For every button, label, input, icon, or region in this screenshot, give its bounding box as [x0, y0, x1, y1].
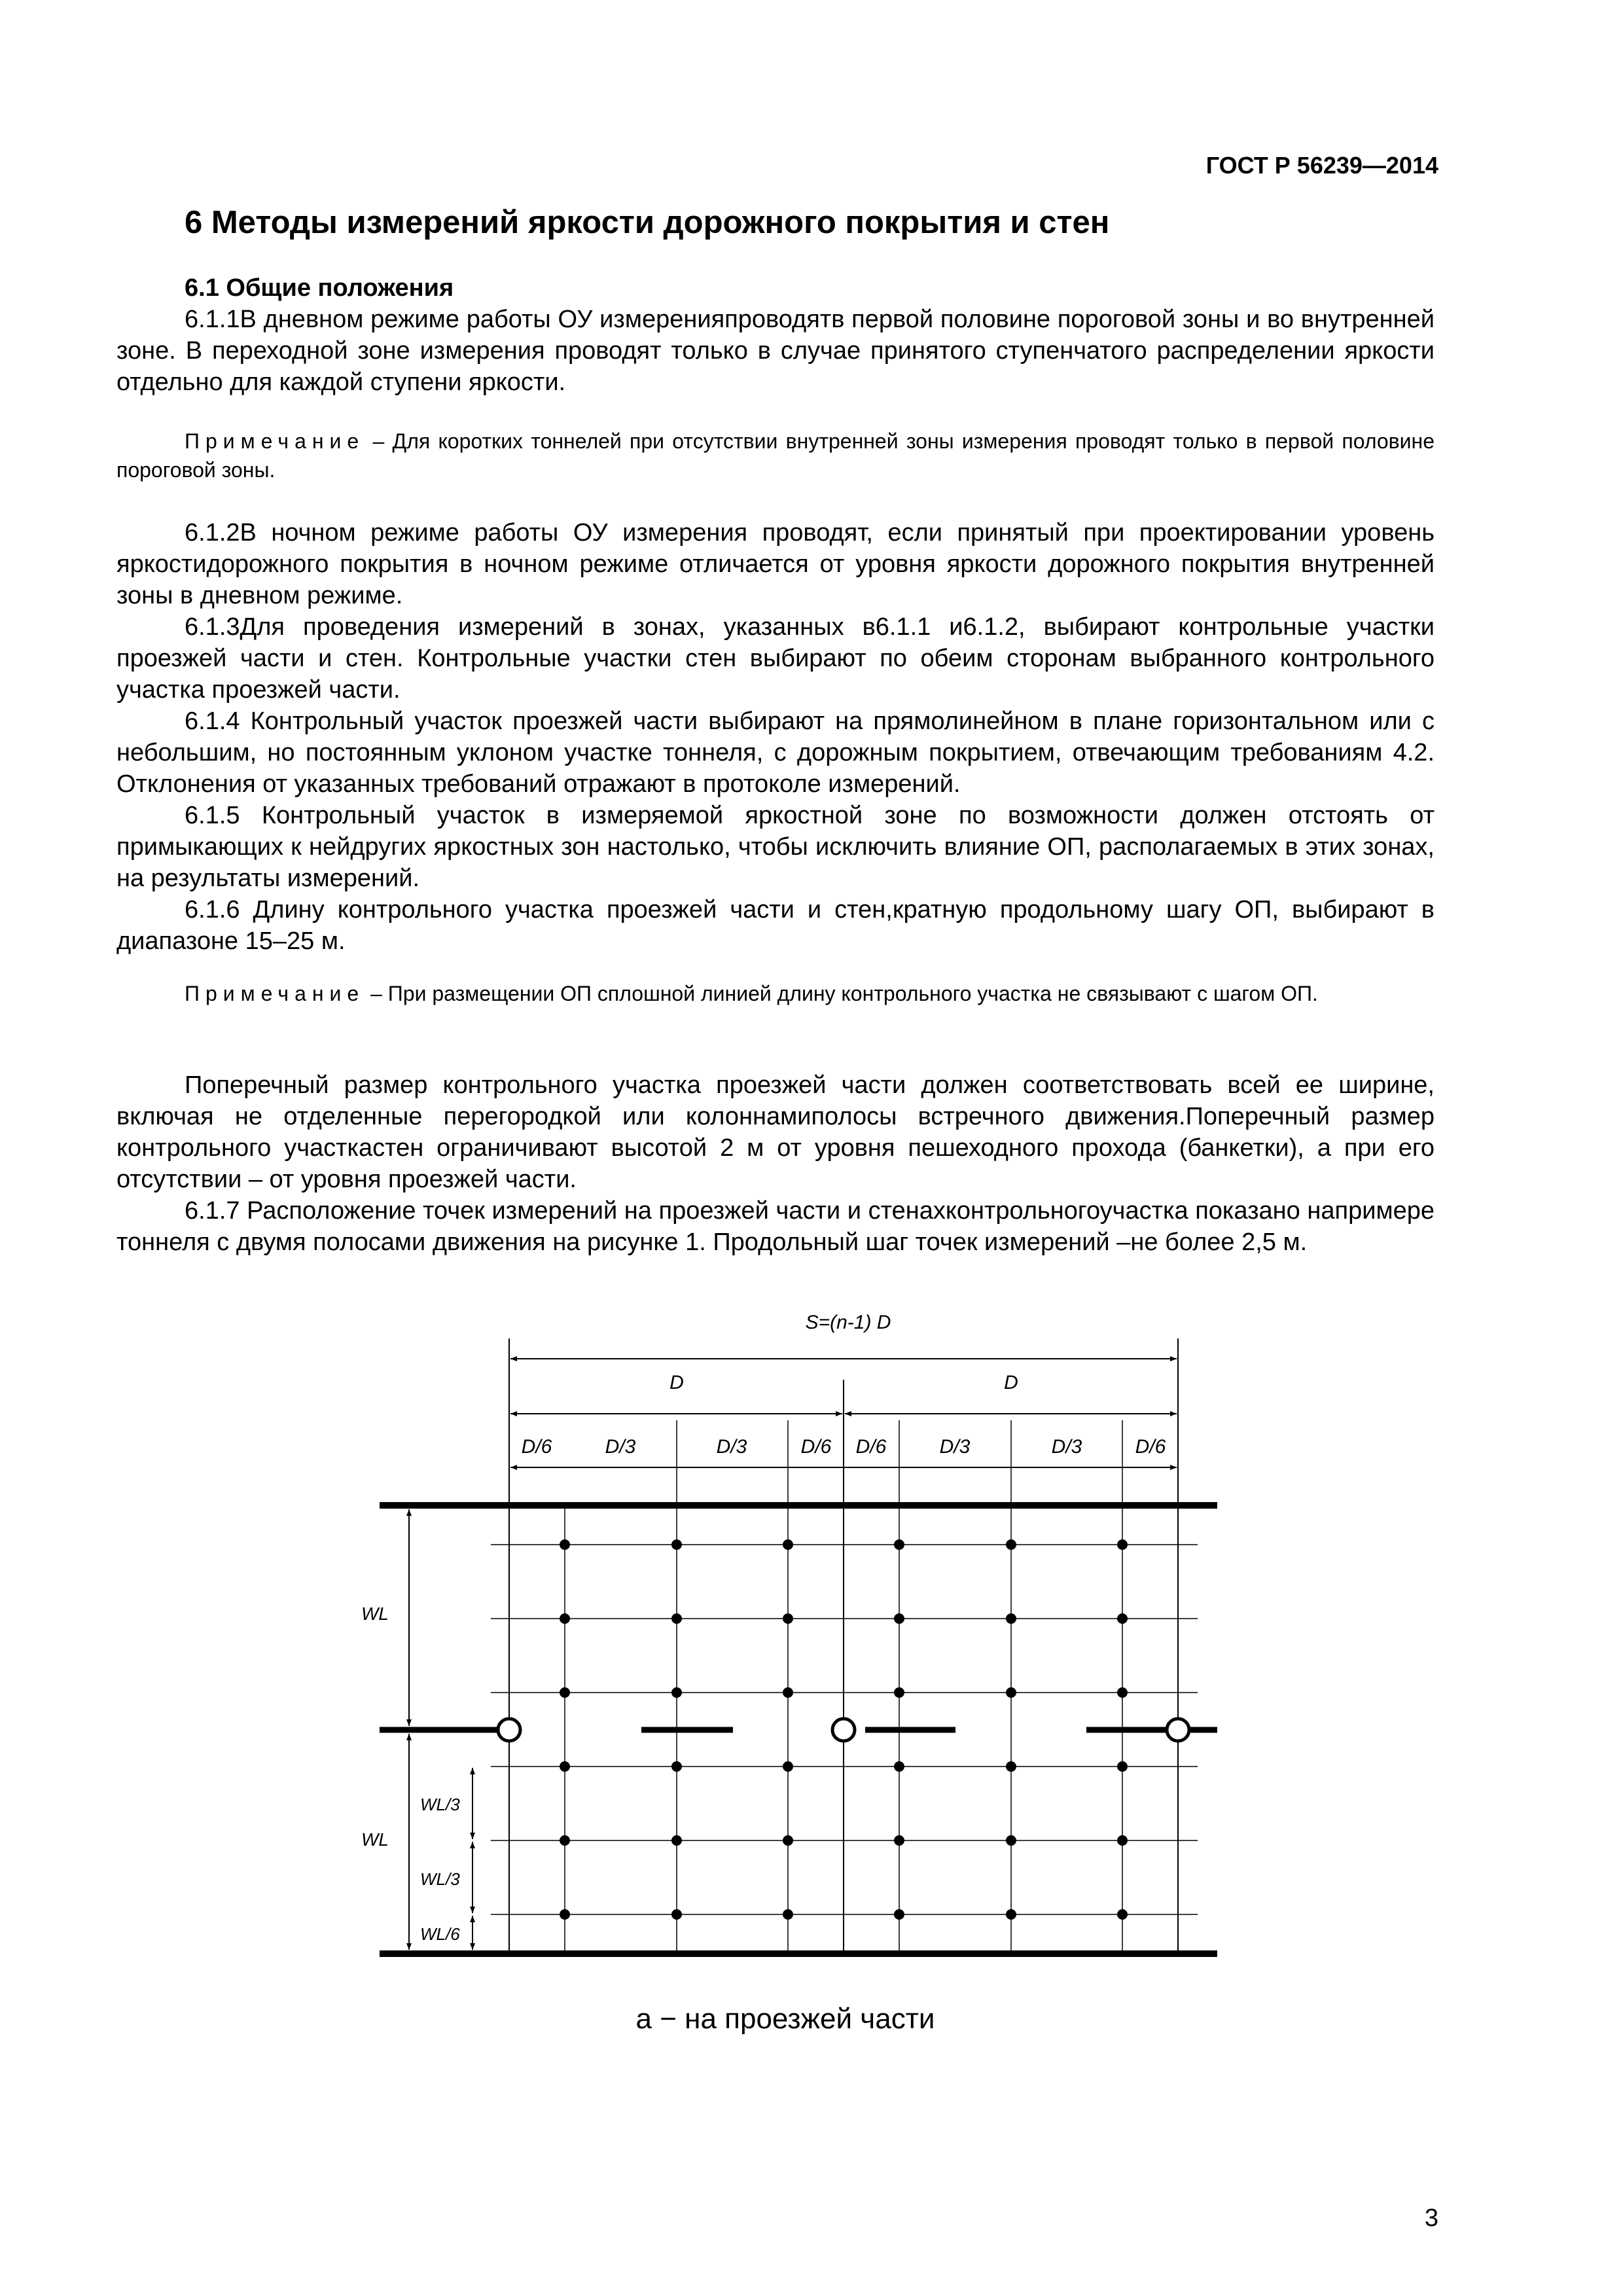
- paragraph-6-1-6: 6.1.6 Длину контрольного участка проезжей части и стен,кратную продольному шагу ОП, выбирают в диапазоне 15–25 м.: [116, 896, 1435, 955]
- measurement-point: [1006, 1909, 1016, 1920]
- measurement-point: [560, 1835, 570, 1846]
- label-d6: D/6: [1135, 1436, 1166, 1458]
- measurement-point: [1117, 1835, 1128, 1846]
- label-wl: WL: [361, 1829, 389, 1850]
- luminaire-marker: [498, 1719, 520, 1741]
- measurement-point: [560, 1613, 570, 1624]
- measurement-point: [671, 1613, 682, 1624]
- measurement-point: [783, 1613, 793, 1624]
- measurement-point: [671, 1909, 682, 1920]
- label-wl6: WL/6: [420, 1924, 460, 1944]
- measurement-point: [783, 1909, 793, 1920]
- page-number: 3: [1424, 2204, 1438, 2232]
- measurement-point: [1117, 1761, 1128, 1772]
- measurement-point: [671, 1687, 682, 1698]
- label-wl: WL: [361, 1604, 389, 1624]
- measurement-point: [894, 1687, 904, 1698]
- measurement-point: [1117, 1909, 1128, 1920]
- label-total-length: S=(n-1) D: [805, 1312, 891, 1333]
- measurement-point: [894, 1909, 904, 1920]
- label-d3: D/3: [939, 1436, 971, 1458]
- paragraph-6-1-7: 6.1.7 Расположение точек измерений на проезжей части и стенахконтрольногоучастка показано напримере тоннеля с двумя полосами движения на рисунке 1. Продольный шаг точек измерений –не более 2,5 м.: [116, 1197, 1435, 1256]
- measurement-point: [1006, 1835, 1016, 1846]
- luminaire-marker: [832, 1719, 855, 1741]
- measurement-point: [783, 1835, 793, 1846]
- measurement-point: [894, 1539, 904, 1550]
- figure-caption: а − на проезжей части: [635, 2003, 935, 2035]
- label-d: D: [669, 1372, 684, 1393]
- measurement-point: [1117, 1687, 1128, 1698]
- note-text: – При размещении ОП сплошной линией длину контрольного участка не связывают с шагом ОП.: [365, 982, 1318, 1005]
- note-text: – Для коротких тоннелей при отсутствии внутренней зоны измерения проводят только в первой половине пороговой зоны.: [116, 429, 1435, 482]
- label-d6: D/6: [855, 1436, 887, 1458]
- measurement-point: [894, 1761, 904, 1772]
- luminaire-marker: [1167, 1719, 1189, 1741]
- standard-id: ГОСТ Р 56239—2014: [1205, 152, 1438, 179]
- measurement-point: [560, 1761, 570, 1772]
- measurement-point: [1117, 1539, 1128, 1550]
- measurement-point: [1006, 1761, 1016, 1772]
- label-wl3: WL/3: [420, 1795, 460, 1814]
- label-d3: D/3: [716, 1436, 747, 1458]
- paragraph-6-1-5: 6.1.5 Контрольный участок в измеряемой яркостной зоне по возможности должен отстоять от примыкающих к нейдругих яркостных зон настолько, чтобы исключить влияние ОП, располагаемых в этих зонах, на результаты измерений.: [116, 802, 1435, 892]
- paragraph-cross-size: Поперечный размер контрольного участка проезжей части должен соответствовать всей ее ширине, включая не отделенные перегородкой или колоннамиполосы встречного движения.Поперечный размер контрольного участкастен ограничивают высотой 2 м от уровня пешеходного прохода (банкетки), а при его отсутствии – от уровня проезжей части.: [116, 1071, 1435, 1193]
- measurement-point: [1006, 1687, 1016, 1698]
- measurement-point: [783, 1539, 793, 1550]
- subsection-title: 6.1 Общие положения: [185, 274, 454, 302]
- measurement-point: [560, 1539, 570, 1550]
- note-label: Примечание: [185, 982, 365, 1005]
- measurement-point: [671, 1761, 682, 1772]
- label-d3: D/3: [605, 1436, 636, 1458]
- measurement-point: [671, 1539, 682, 1550]
- measurement-point: [1117, 1613, 1128, 1624]
- measurement-point: [894, 1835, 904, 1846]
- measurement-point: [894, 1613, 904, 1624]
- measurement-point: [560, 1687, 570, 1698]
- paragraph-6-1-1: 6.1.1В дневном режиме работы ОУ измеренияпроводятв первой половине пороговой зоны и во внутренней зоне. В переходной зоне измерения проводят только в случае принятого ступенчатого распределении яркости отдельно для каждой ступени яркости.: [116, 306, 1435, 396]
- section-title: 6 Методы измерений яркости дорожного покрытия и стен: [185, 205, 1110, 240]
- measurement-point: [671, 1835, 682, 1846]
- measurement-point: [783, 1687, 793, 1698]
- label-d: D: [1004, 1372, 1018, 1393]
- paragraph-6-1-4: 6.1.4 Контрольный участок проезжей части выбирают на прямолинейном в плане горизонтальном или с небольшим, но постоянным уклоном участке тоннеля, с дорожным покрытием, отвечающим требованиям 4.2. Отклонения от указанных требований отражают в протоколе измерений.: [116, 708, 1435, 798]
- measurement-point: [783, 1761, 793, 1772]
- label-d6: D/6: [800, 1436, 832, 1458]
- label-d6: D/6: [521, 1436, 552, 1458]
- measurement-point: [1006, 1539, 1016, 1550]
- measurement-point: [1006, 1613, 1016, 1624]
- measurement-point: [560, 1909, 570, 1920]
- label-d3: D/3: [1051, 1436, 1082, 1458]
- paragraph-6-1-2: 6.1.2В ночном режиме работы ОУ измерения проводят, если принятый при проектировании уровень яркостидорожного покрытия в ночном режиме отличается от уровня яркости дорожного покрытия внутренней зоны в дневном режиме.: [116, 519, 1435, 609]
- note-label: Примечание: [185, 429, 365, 453]
- paragraph-6-1-3: 6.1.3Для проведения измерений в зонах, указанных в6.1.1 и6.1.2, выбирают контрольные участки проезжей части и стен. Контрольные участки стен выбирают по обеим сторонам выбранного контрольного участка проезжей части.: [116, 613, 1435, 704]
- label-wl3: WL/3: [420, 1869, 460, 1889]
